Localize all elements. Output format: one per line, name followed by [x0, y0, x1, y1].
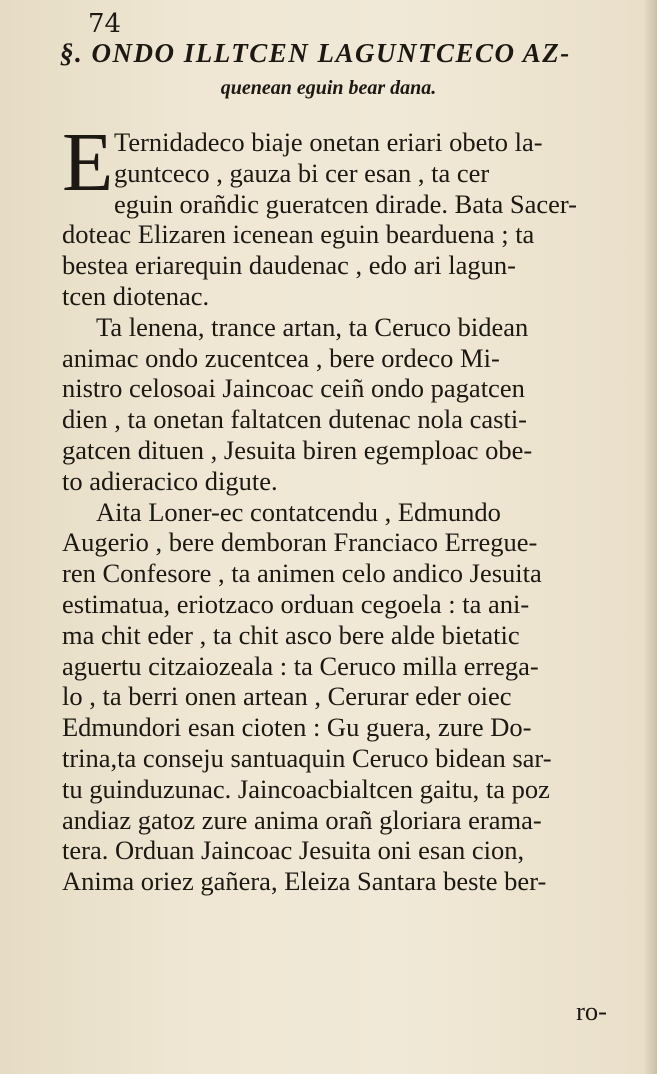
- text-line: guntceco , gauza bi cer esan , ta cer: [114, 157, 490, 188]
- text-line: tu guinduzunac. Jaincoacbialtcen gaitu, ta poz: [62, 773, 550, 804]
- text-line: ma chit eder , ta chit asco bere alde bietatic: [62, 619, 520, 650]
- page-number: 74: [88, 9, 122, 39]
- text-line: eguin orañdic gueratcen dirade. Bata Sacer-: [114, 188, 577, 219]
- text-line: Ta lenena, trance artan, ta Ceruco bidean: [96, 311, 529, 342]
- text-line: bestea eriarequin daudenac , edo ari lagun-: [62, 250, 516, 281]
- drop-cap: E: [62, 116, 114, 209]
- text-line: estimatua, eriotzaco orduan cegoela : ta ani-: [62, 588, 530, 619]
- text-line: dien , ta onetan faltatcen dutenac nola casti-: [62, 404, 528, 435]
- text-line: lo , ta berri onen artean , Cerurar eder oiec: [62, 681, 512, 712]
- text-line: andiaz gatoz zure anima orañ gloriara erama-: [62, 804, 542, 835]
- text-line: trina,ta conseju santuaquin Ceruco bidean sar-: [62, 742, 552, 773]
- catchword: ro-: [576, 996, 607, 1026]
- paragraph-3: [62, 497, 647, 897]
- text-line: doteac Elizaren icenean eguin bearduena ; ta: [62, 219, 535, 250]
- text-line: aguertu citzaiozeala : ta Ceruco milla errega-: [62, 650, 539, 681]
- text-line: Anima oriez gañera, Eleiza Santara beste ber-: [62, 866, 547, 897]
- text-line: Ternidadeco biaje onetan eriari obeto la-: [114, 127, 543, 157]
- text-line: ren Confesore , ta animen celo andico Jesuita: [62, 558, 542, 589]
- text-line: Edmundori esan cioten : Gu guera, zure Do-: [62, 712, 532, 743]
- text-line: Aita Loner-ec contatcendu , Edmundo: [96, 496, 501, 527]
- text-line: tera. Orduan Jaincoac Jesuita oni esan cion,: [62, 835, 525, 866]
- text-line: tcen diotenac.: [62, 280, 210, 311]
- text-line: animac ondo zucentcea , bere ordeco Mi-: [62, 342, 500, 373]
- text-line: to adieracico digute.: [62, 465, 278, 496]
- section-heading: §. ONDO ILLTCEN LAGUNTCECO AZ-: [60, 38, 571, 68]
- section-subheading: quenean eguin bear dana.: [220, 77, 437, 99]
- paragraph-2: [62, 312, 647, 497]
- text-line: nistro celosoai Jaincoac ceiñ ondo pagatcen: [62, 373, 525, 404]
- text-line: Augerio , bere demboran Franciaco Erregue-: [62, 527, 538, 558]
- text-line: gatcen dituen , Jesuita biren egemploac obe-: [62, 434, 533, 465]
- body-text: [62, 116, 647, 897]
- paragraph-1: [62, 116, 647, 312]
